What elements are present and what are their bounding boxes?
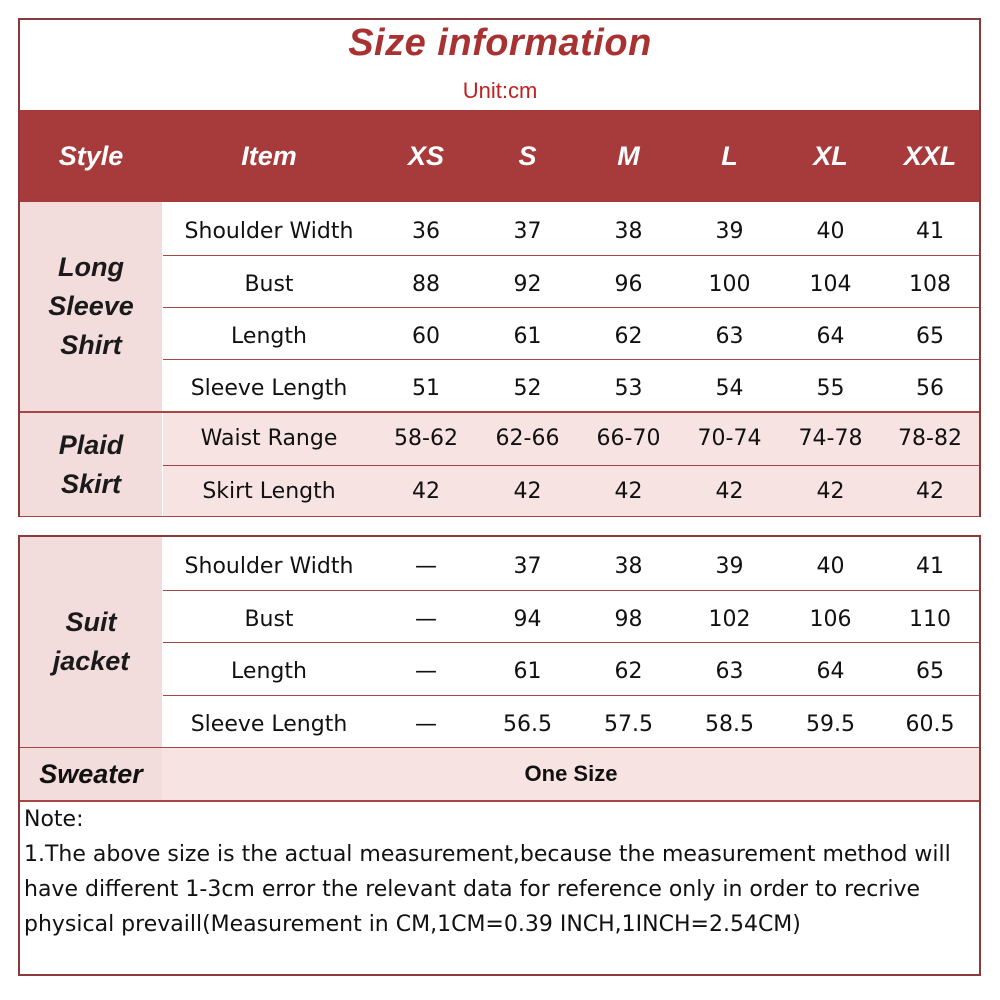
sweater-row — [20, 748, 979, 800]
table-row — [163, 466, 979, 518]
table-row — [163, 643, 979, 695]
value-m: 62 — [614, 659, 643, 684]
value-xs: 51 — [412, 376, 440, 401]
value-s: 92 — [513, 272, 542, 297]
value-xl: 74-78 — [798, 426, 863, 451]
value-xxl: 42 — [916, 479, 944, 504]
header-style: Style — [58, 141, 124, 171]
style-line: Shirt — [60, 330, 122, 360]
row-divider — [163, 590, 979, 591]
row-divider — [163, 465, 979, 466]
value-m: 42 — [614, 479, 643, 504]
value-xxl: 65 — [916, 659, 944, 684]
page-title: Size information — [348, 22, 652, 64]
value-xxl: 41 — [916, 554, 944, 579]
value-m: 38 — [614, 219, 643, 244]
header-size-xxl: XXL — [903, 141, 957, 171]
value-s: 52 — [513, 376, 542, 401]
value-m: 96 — [614, 272, 643, 297]
table-header — [20, 110, 979, 202]
item-label: Skirt Length — [202, 479, 336, 504]
value-xl: 40 — [816, 554, 845, 579]
value-xxl: 65 — [916, 324, 944, 349]
item-label: Sleeve Length — [190, 376, 348, 401]
value-xl: 42 — [816, 479, 845, 504]
value-xs: 60 — [412, 324, 440, 349]
value-l: 39 — [715, 219, 744, 244]
style-line: jacket — [52, 646, 130, 676]
row-divider — [163, 307, 979, 308]
value-xl: 55 — [816, 376, 845, 401]
item-label: Length — [231, 324, 307, 349]
header-size-xl: XL — [813, 141, 848, 171]
value-l: 42 — [715, 479, 744, 504]
style-line: Suit — [65, 607, 117, 637]
value-m: 53 — [614, 376, 643, 401]
value-l: 54 — [715, 376, 744, 401]
value-xl: 64 — [816, 659, 845, 684]
item-label: Length — [231, 659, 307, 684]
value-l: 70-74 — [697, 426, 762, 451]
value-l: 58.5 — [705, 712, 754, 737]
item-label: Shoulder Width — [184, 219, 354, 244]
value-xxl: 41 — [916, 219, 944, 244]
header-size-m: M — [617, 141, 640, 171]
value-xl: 106 — [809, 607, 852, 632]
value-xs: — — [415, 712, 437, 737]
row-divider — [163, 642, 979, 643]
table-row — [163, 203, 979, 255]
value-l: 39 — [715, 554, 744, 579]
table-row — [163, 360, 979, 412]
style-line: Plaid — [58, 430, 124, 460]
value-xs: — — [415, 659, 437, 684]
value-s: 61 — [513, 324, 542, 349]
header-size-l: L — [721, 141, 738, 171]
row-divider — [163, 695, 979, 696]
value-xs: 42 — [412, 479, 440, 504]
value-s: 37 — [513, 219, 542, 244]
table-row — [163, 696, 979, 748]
value-xs: — — [415, 554, 437, 579]
style-line: Sleeve — [48, 291, 134, 321]
value-xxl: 60.5 — [905, 712, 955, 737]
style-suit-jacket — [20, 537, 162, 747]
value-m: 62 — [614, 324, 643, 349]
value-xl: 40 — [816, 219, 845, 244]
item-label: Shoulder Width — [184, 554, 354, 579]
value-xs: 88 — [412, 272, 440, 297]
table-row — [163, 256, 979, 308]
header-size-s: S — [518, 141, 537, 171]
value-xl: 104 — [809, 272, 852, 297]
value-s: 94 — [513, 607, 542, 632]
style-plaid-skirt — [20, 413, 162, 517]
unit-label: Unit:cm — [462, 78, 538, 103]
style-sweater: Sweater — [20, 748, 162, 800]
row-divider — [163, 359, 979, 360]
table-row — [163, 591, 979, 643]
table-row — [163, 538, 979, 590]
value-xxl: 108 — [909, 272, 951, 297]
item-label: Bust — [244, 272, 294, 297]
value-xxl: 56 — [916, 376, 944, 401]
value-m: 38 — [614, 554, 643, 579]
value-s: 37 — [513, 554, 542, 579]
value-xl: 64 — [816, 324, 845, 349]
style-long-sleeve-shirt — [20, 202, 162, 411]
value-xxl: 110 — [909, 607, 951, 632]
value-m: 57.5 — [604, 712, 653, 737]
value-xxl: 78-82 — [898, 426, 962, 451]
header-size-xs: XS — [407, 141, 445, 171]
group-divider — [18, 535, 981, 537]
table-row — [163, 413, 979, 465]
value-l: 100 — [708, 272, 751, 297]
value-s: 61 — [513, 659, 542, 684]
value-l: 63 — [715, 659, 744, 684]
table-row — [163, 308, 979, 360]
item-label: Bust — [244, 607, 294, 632]
value-m: 66-70 — [596, 426, 661, 451]
value-s: 62-66 — [495, 426, 560, 451]
style-line: Long — [58, 252, 124, 282]
value-xs: — — [415, 607, 437, 632]
style-line: Skirt — [60, 469, 122, 499]
value-l: 63 — [715, 324, 744, 349]
note-heading: Note: — [24, 807, 84, 832]
value-xs: 58-62 — [394, 426, 458, 451]
value-l: 102 — [708, 607, 751, 632]
value-xs: 36 — [412, 219, 440, 244]
value-m: 98 — [614, 607, 643, 632]
item-label: Sleeve Length — [190, 712, 348, 737]
value-s: 42 — [513, 479, 542, 504]
header-item: Item — [241, 141, 297, 171]
note-section — [24, 802, 969, 942]
value-xl: 59.5 — [806, 712, 855, 737]
note-text: 1.The above size is the actual measurement,because the measurement method will have different 1-3cm error the relevant data for reference only in order to recrive physical prevaill(Measurement in CM,1CM=0.39 INCH,1INCH=2.54CM) — [24, 842, 951, 937]
sweater-size: One Size — [524, 761, 618, 786]
row-divider — [163, 255, 979, 256]
item-label: Waist Range — [200, 426, 338, 451]
value-s: 56.5 — [503, 712, 552, 737]
